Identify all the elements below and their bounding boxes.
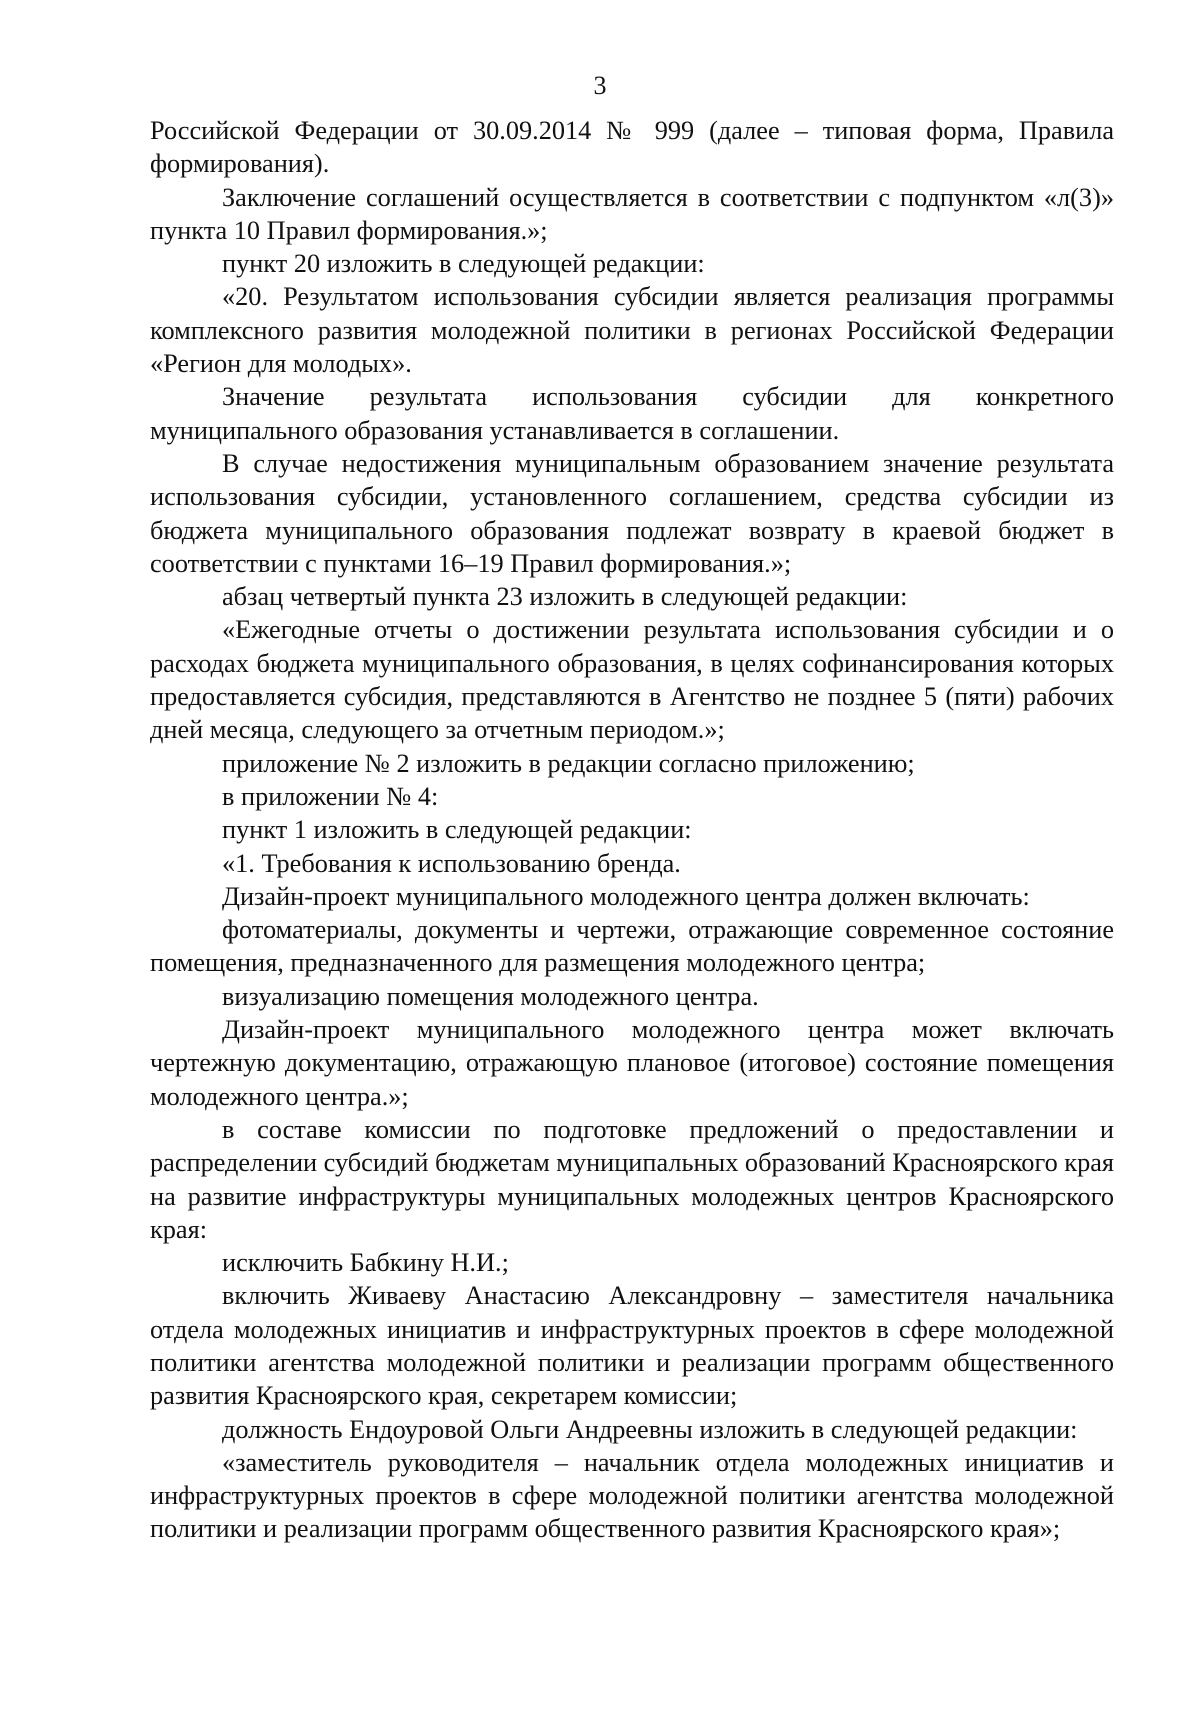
paragraph: Заключение соглашений осуществляется в соответствии с подпунктом «л(3)» пункта 10 Правил формирования.»; — [150, 182, 1114, 245]
paragraph: «20. Результатом использования субсидии является реализация программы комплексного развития молодежной политики в регионах Российской Федерации «Регион для молодых». — [150, 282, 1114, 379]
paragraph: Значение результата использования субсидии для конкретного муниципального образования устанавливается в соглашении. — [150, 382, 1114, 445]
paragraph: «Ежегодные отчеты о достижении результата использования субсидии и о расходах бюджета муниципального образования, в целях софинансирования которых предоставляется субсидия, представляются в Агентство не позднее 5 (пяти) рабочих дней месяца, следующего за отчетным периодом.»; — [150, 615, 1114, 745]
document-body — [150, 114, 1114, 1546]
paragraph: визуализацию помещения молодежного центра. — [222, 981, 759, 1011]
paragraph: «1. Требования к использованию бренда. — [222, 848, 681, 878]
paragraph: Российской Федерации от 30.09.2014 № 999 (далее – типовая форма, Правила формирования). — [150, 116, 1114, 179]
paragraph: фотоматериалы, документы и чертежи, отражающие современное состояние помещения, предназначенного для размещения молодежного центра; — [150, 915, 1114, 978]
page-number: 3 — [593, 71, 607, 100]
paragraph: пункт 20 изложить в следующей редакции: — [222, 249, 705, 279]
paragraph: пункт 1 изложить в следующей редакции: — [222, 815, 692, 845]
paragraph: «заместитель руководителя – начальник отдела молодежных инициатив и инфраструктурных проектов в сфере молодежной политики агентства молодежной политики и реализации программ общественного развития Красноярского края»; — [150, 1447, 1114, 1544]
paragraph: в составе комиссии по подготовке предложений о предоставлении и распределении субсидий бюджетам муниципальных образований Красноярского края на развитие инфраструктуры муниципальных молодежных центров Красноярского края: — [150, 1114, 1114, 1244]
paragraph: Дизайн-проект муниципального молодежного центра может включать чертежную документацию, отражающую плановое (итоговое) состояние помещения молодежного центра.»; — [150, 1015, 1114, 1111]
paragraph: В случае недостижения муниципальным образованием значение результата использования субсидии, установленного соглашением, средства субсидии из бюджета муниципального образования подлежат возврату в краевой бюджет в соответствии с пунктами 16–19 Правил формирования.»; — [150, 448, 1114, 578]
paragraph: Дизайн-проект муниципального молодежного центра должен включать: — [222, 881, 1030, 911]
paragraph: исключить Бабкину Н.И.; — [222, 1248, 509, 1278]
paragraph: должность Ендоуровой Ольги Андреевны изложить в следующей редакции: — [222, 1414, 1078, 1444]
paragraph: абзац четвертый пункта 23 изложить в следующей редакции: — [222, 582, 908, 612]
paragraph: включить Живаеву Анастасию Александровну – заместителя начальника отдела молодежных инициатив и инфраструктурных проектов в сфере молодежной политики агентства молодежной политики и реализации программ общественного развития Красноярского края, секретарем комиссии; — [150, 1281, 1114, 1411]
paragraph: в приложении № 4: — [222, 781, 439, 811]
paragraph: приложение № 2 изложить в редакции согласно приложению; — [222, 748, 915, 778]
